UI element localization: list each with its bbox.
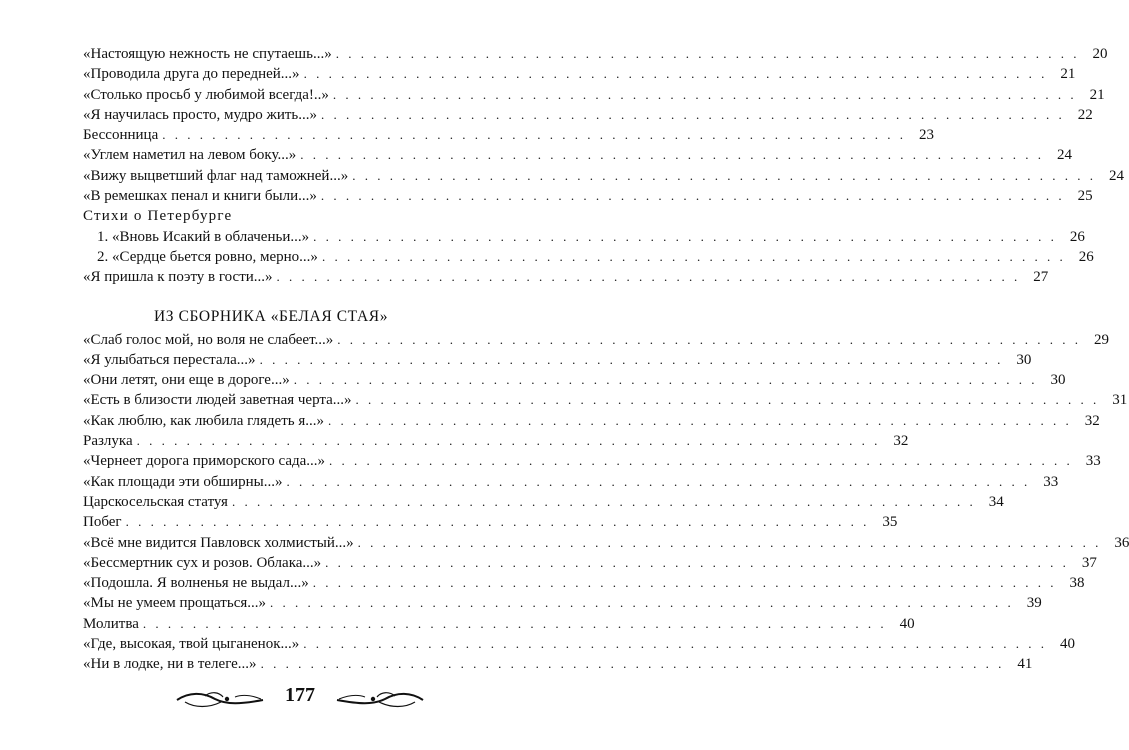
toc-entry-page: 38 <box>1069 575 1085 592</box>
toc-entry <box>83 411 1100 431</box>
toc-entry <box>83 390 1128 410</box>
toc-entry <box>83 614 915 634</box>
toc-entry-title: Разлука <box>83 431 137 451</box>
dot-leader: . . . . . . . . . . . . . . . . . . . . . . . . . . . . . . . . . . . . . . . . . . . . . . . . . . . . . . . . . . . . <box>270 595 1014 611</box>
toc-entry-page: 33 <box>1043 473 1059 490</box>
toc-entry-title: Молитва <box>83 614 143 634</box>
toc-entry <box>83 593 1042 613</box>
toc-entry-page: 40 <box>899 615 915 632</box>
dot-leader: . . . . . . . . . . . . . . . . . . . . . . . . . . . . . . . . . . . . . . . . . . . . . . . . . . . . . . . . . . . . <box>329 453 1073 469</box>
toc-entry-title: Бессонница <box>83 125 162 145</box>
toc-entry <box>83 64 1076 84</box>
toc-entry <box>83 370 1066 390</box>
toc-cycle-heading <box>83 206 485 226</box>
dot-leader: . . . . . . . . . . . . . . . . . . . . . . . . . . . . . . . . . . . . . . . . . . . . . . . . . . . . . . . . . . . . <box>286 473 1031 489</box>
toc-entry-page: 37 <box>1081 554 1097 571</box>
toc-entry-page: 27 <box>1033 269 1049 286</box>
toc-entry <box>83 431 909 451</box>
dot-leader: . . . . . . . . . . . . . . . . . . . . . . . . . . . . . . . . . . . . . . . . . . . . . . . . . . . . . . . . . . . . <box>260 656 1005 672</box>
section-heading: ИЗ СБОРНИКА «БЕЛАЯ СТАЯ» <box>153 307 389 325</box>
dot-leader: . . . . . . . . . . . . . . . . . . . . . . . . . . . . . . . . . . . . . . . . . . . . . . . . . . . . . . . . . . . . <box>142 615 887 631</box>
toc-entry-title: «Как люблю, как любила глядеть я...» <box>83 411 328 431</box>
toc-entry <box>83 105 1093 125</box>
toc-entry-page: 24 <box>1056 147 1072 164</box>
cycle-title: Стихи о Петербурге <box>83 206 236 226</box>
dot-leader: . . . . . . . . . . . . . . . . . . . . . . . . . . . . . . . . . . . . . . . . . . . . . . . . . . . . . . . . . . . . <box>320 188 1065 204</box>
toc-entry-page: 25 <box>1077 188 1093 205</box>
toc-entry <box>83 267 1049 287</box>
dot-leader: . . . . . . . . . . . . . . . . . . . . . . . . . . . . . . . . . . . . . . . . . . . . . . . . . . . . . . . . . . . . <box>321 248 1066 264</box>
toc-entry <box>83 186 1093 206</box>
dot-leader: . . . . . . . . . . . . . . . . . . . . . . . . . . . . . . . . . . . . . . . . . . . . . . . . . . . . . . . . . . . . <box>355 392 1100 408</box>
toc-entry-title: «Углем наметил на левом боку...» <box>83 145 300 165</box>
toc-entry-title: Побег <box>83 512 126 532</box>
toc-entry <box>83 247 1094 267</box>
toc-group-cycle <box>83 227 1094 268</box>
toc-entry <box>83 125 934 145</box>
toc-entry <box>83 330 1110 350</box>
dot-leader: . . . . . . . . . . . . . . . . . . . . . . . . . . . . . . . . . . . . . . . . . . . . . . . . . . . . . . . . . . . . <box>259 351 1004 367</box>
toc-entry <box>83 451 1101 471</box>
dot-leader: . . . . . . . . . . . . . . . . . . . . . . . . . . . . . . . . . . . . . . . . . . . . . . . . . . . . . . . . . . . . <box>303 66 1048 82</box>
toc-entry <box>83 145 1072 165</box>
right-ornament-icon <box>333 690 425 710</box>
toc-entry <box>83 350 1032 370</box>
toc-entry-page: 34 <box>988 493 1004 510</box>
toc-entry-page: 22 <box>1077 106 1093 123</box>
toc-entry-title: 2. «Сердце бьется ровно, мерно...» <box>83 247 322 267</box>
toc-entry-title: «Я улыбаться перестала...» <box>83 350 260 370</box>
toc-entry <box>83 492 1004 512</box>
toc-entry-title: «Подошла. Я волненья не выдал...» <box>83 573 313 593</box>
dot-leader: . . . . . . . . . . . . . . . . . . . . . . . . . . . . . . . . . . . . . . . . . . . . . . . . . . . . . . . . . . . . <box>231 493 976 509</box>
dot-leader: . . . . . . . . . . . . . . . . . . . . . . . . . . . . . . . . . . . . . . . . . . . . . . . . . . . . . . . . . . . . <box>300 147 1044 163</box>
toc-entry-title: Царскосельская статуя <box>83 492 232 512</box>
toc-entry-title: «Вижу выцветший флаг над таможней...» <box>83 166 352 186</box>
toc-entry-page: 31 <box>1112 392 1128 409</box>
toc-entry <box>83 533 1129 553</box>
page-footer <box>175 680 425 720</box>
dot-leader: . . . . . . . . . . . . . . . . . . . . . . . . . . . . . . . . . . . . . . . . . . . . . . . . . . . . . . . . . . . . <box>303 636 1047 652</box>
toc-entry-title: «Всё мне видится Павловск холмистый...» <box>83 533 358 553</box>
dot-leader: . . . . . . . . . . . . . . . . . . . . . . . . . . . . . . . . . . . . . . . . . . . . . . . . . . . . . . . . . . . . <box>352 167 1096 183</box>
toc-entry-page: 32 <box>893 433 909 450</box>
toc-entry-page: 36 <box>1114 534 1129 551</box>
toc-entry <box>83 634 1075 654</box>
toc-entry <box>83 573 1085 593</box>
toc-entry-page: 30 <box>1050 372 1066 389</box>
toc-entry-title: «В ремешках пенал и книги были...» <box>83 186 321 206</box>
toc-entry-title: «Я научилась просто, мудро жить...» <box>83 105 321 125</box>
toc-entry-title: «Как площади эти обширны...» <box>83 472 286 492</box>
toc-entry <box>83 166 1124 186</box>
toc-entry-page: 21 <box>1089 86 1105 103</box>
toc-entry-title: «Ни в лодке, ни в телеге...» <box>83 654 261 674</box>
toc-entry <box>83 472 1059 492</box>
toc-entry <box>83 227 1085 247</box>
toc-entry-title: «Чернеет дорога приморского сада...» <box>83 451 329 471</box>
toc-entry-page: 41 <box>1017 656 1033 673</box>
toc-entry-title: «Я пришла к поэту в гости...» <box>83 267 277 287</box>
dot-leader: . . . . . . . . . . . . . . . . . . . . . . . . . . . . . . . . . . . . . . . . . . . . . . . . . . . . . . . . . . . . <box>293 372 1038 388</box>
toc-entry-title: «Мы не умеем прощаться...» <box>83 593 270 613</box>
dot-leader: . . . . . . . . . . . . . . . . . . . . . . . . . . . . . . . . . . . . . . . . . . . . . . . . . . . . . . . . . . . . <box>325 554 1069 570</box>
toc-entry-page: 33 <box>1085 453 1101 470</box>
dot-leader: . . . . . . . . . . . . . . . . . . . . . . . . . . . . . . . . . . . . . . . . . . . . . . . . . . . . . . . . . . . . <box>337 331 1082 347</box>
dot-leader: . . . . . . . . . . . . . . . . . . . . . . . . . . . . . . . . . . . . . . . . . . . . . . . . . . . . . . . . . . . . <box>335 46 1080 61</box>
dot-leader: . . . . . . . . . . . . . . . . . . . . . . . . . . . . . . . . . . . . . . . . . . . . . . . . . . . . . . . . . . . . <box>357 534 1102 550</box>
toc-entry-page: 35 <box>882 514 898 531</box>
toc-entry-title: «Есть в близости людей заветная черта...» <box>83 390 356 410</box>
toc-entry-page: 40 <box>1060 636 1075 653</box>
toc-entry-title: «Бессмертник сух и розов. Облака...» <box>83 553 325 573</box>
dot-leader: . . . . . . . . . . . . . . . . . . . . . . . . . . . . . . . . . . . . . . . . . . . . . . . . . . . . . . . . . . . . <box>312 575 1057 591</box>
table-of-contents <box>83 44 1129 675</box>
toc-entry-page: 23 <box>918 127 934 144</box>
dot-leader: . . . . . . . . . . . . . . . . . . . . . . . . . . . . . . . . . . . . . . . . . . . . . . . . . . . . . . . . . . . . <box>332 86 1077 102</box>
toc-entry-page: 26 <box>1069 228 1085 245</box>
dot-leader: . . . . . . . . . . . . . . . . . . . . . . . . . . . . . . . . . . . . . . . . . . . . . . . . . . . . . . . . . . . . <box>328 412 1072 428</box>
toc-entry-page: 29 <box>1094 331 1110 348</box>
toc-entry <box>83 512 898 532</box>
toc-entry-page: 24 <box>1108 167 1124 184</box>
dot-leader: . . . . . . . . . . . . . . . . . . . . . . . . . . . . . . . . . . . . . . . . . . . . . . . . . . . . . . . . . . . . <box>321 106 1065 122</box>
dot-leader: . . . . . . . . . . . . . . . . . . . . . . . . . . . . . . . . . . . . . . . . . . . . . . . . . . . . . . . . . . . . <box>162 127 906 143</box>
toc-entry-title: «Настоящую нежность не спутаешь...» <box>83 44 336 64</box>
toc-entry <box>83 44 1108 64</box>
toc-entry-title: «Где, высокая, твой цыганенок...» <box>83 634 303 654</box>
toc-group-a <box>83 44 1124 206</box>
toc-entry-title: «Слаб голос мой, но воля не слабеет...» <box>83 330 337 350</box>
toc-entry-page: 30 <box>1016 351 1032 368</box>
toc-entry-page: 20 <box>1092 46 1108 62</box>
toc-entry <box>83 85 1105 105</box>
toc-entry-title: «Проводила друга до передней...» <box>83 64 304 84</box>
toc-entry-page: 39 <box>1026 595 1042 612</box>
toc-entry-title: «Столько просьб у любимой всегда!..» <box>83 85 333 105</box>
section-gap <box>83 288 485 306</box>
toc-entry-title: «Они летят, они еще в дороге...» <box>83 370 294 390</box>
toc-entry-page: 26 <box>1078 248 1094 265</box>
dot-leader: . . . . . . . . . . . . . . . . . . . . . . . . . . . . . . . . . . . . . . . . . . . . . . . . . . . . . . . . . . . . <box>276 269 1021 285</box>
toc-entry-page: 32 <box>1084 412 1100 429</box>
toc-entry <box>83 654 1033 674</box>
toc-entry-page: 21 <box>1060 66 1076 83</box>
dot-leader: . . . . . . . . . . . . . . . . . . . . . . . . . . . . . . . . . . . . . . . . . . . . . . . . . . . . . . . . . . . . <box>136 433 881 449</box>
toc-entry-title: 1. «Вновь Исакий в облаченьи...» <box>83 227 313 247</box>
toc-entry <box>83 553 1097 573</box>
toc-group-c <box>83 330 1129 675</box>
page-number: 177 <box>285 684 315 706</box>
dot-leader: . . . . . . . . . . . . . . . . . . . . . . . . . . . . . . . . . . . . . . . . . . . . . . . . . . . . . . . . . . . . <box>313 228 1057 244</box>
toc-group-b <box>83 267 1049 287</box>
dot-leader: . . . . . . . . . . . . . . . . . . . . . . . . . . . . . . . . . . . . . . . . . . . . . . . . . . . . . . . . . . . . <box>125 514 870 530</box>
